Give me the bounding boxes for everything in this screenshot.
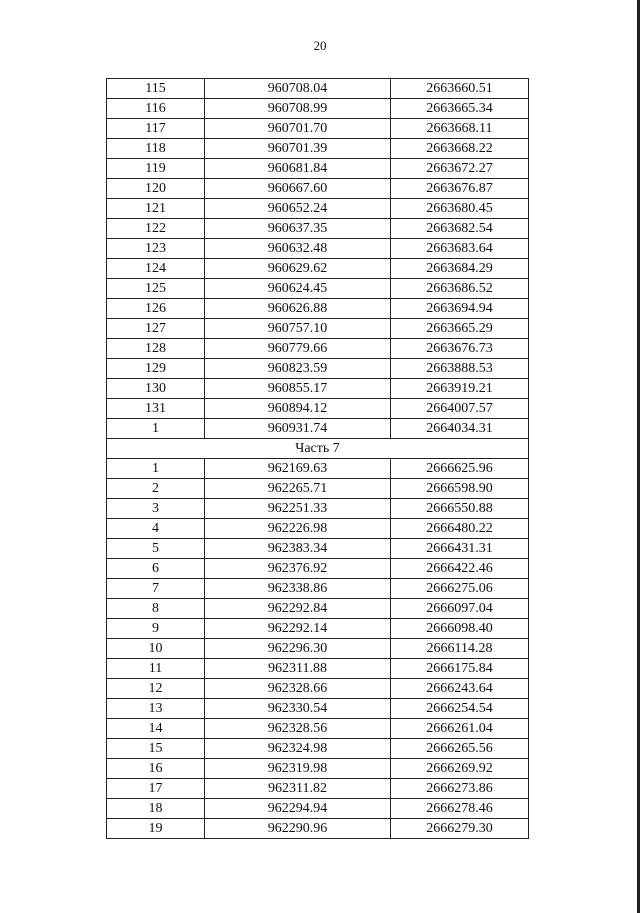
x-coordinate-cell: 960667.60 <box>205 179 391 199</box>
page-number: 20 <box>313 38 327 53</box>
point-number-cell: 116 <box>107 99 205 119</box>
x-coordinate-cell: 962328.66 <box>205 679 391 699</box>
coordinates-table-body-part-b <box>107 459 529 839</box>
x-coordinate-cell: 960681.84 <box>205 159 391 179</box>
x-coordinate-cell: 962251.33 <box>205 499 391 519</box>
point-number-cell: 124 <box>107 259 205 279</box>
y-coordinate-cell: 2666278.46 <box>391 799 529 819</box>
table-row <box>107 419 529 439</box>
point-number-cell: 8 <box>107 599 205 619</box>
x-coordinate-cell: 962330.54 <box>205 699 391 719</box>
x-coordinate-cell: 960855.17 <box>205 379 391 399</box>
point-number-cell: 1 <box>107 419 205 439</box>
point-number-cell: 15 <box>107 739 205 759</box>
y-coordinate-cell: 2666480.22 <box>391 519 529 539</box>
point-number-cell: 14 <box>107 719 205 739</box>
table-row <box>107 639 529 659</box>
x-coordinate-cell: 960629.62 <box>205 259 391 279</box>
x-coordinate-cell: 960624.45 <box>205 279 391 299</box>
x-coordinate-cell: 962383.34 <box>205 539 391 559</box>
table-row <box>107 679 529 699</box>
table-row <box>107 519 529 539</box>
y-coordinate-cell: 2663668.11 <box>391 119 529 139</box>
table-row <box>107 799 529 819</box>
y-coordinate-cell: 2666269.92 <box>391 759 529 779</box>
point-number-cell: 125 <box>107 279 205 299</box>
point-number-cell: 11 <box>107 659 205 679</box>
table-row <box>107 619 529 639</box>
table-row <box>107 119 529 139</box>
point-number-cell: 119 <box>107 159 205 179</box>
table-row <box>107 379 529 399</box>
y-coordinate-cell: 2666175.84 <box>391 659 529 679</box>
x-coordinate-cell: 960757.10 <box>205 319 391 339</box>
x-coordinate-cell: 962311.82 <box>205 779 391 799</box>
y-coordinate-cell: 2663888.53 <box>391 359 529 379</box>
point-number-cell: 117 <box>107 119 205 139</box>
table-row <box>107 299 529 319</box>
table-row <box>107 359 529 379</box>
point-number-cell: 121 <box>107 199 205 219</box>
x-coordinate-cell: 962294.94 <box>205 799 391 819</box>
table-row <box>107 199 529 219</box>
x-coordinate-cell: 960652.24 <box>205 199 391 219</box>
x-coordinate-cell: 960931.74 <box>205 419 391 439</box>
x-coordinate-cell: 960708.99 <box>205 99 391 119</box>
x-coordinate-cell: 960632.48 <box>205 239 391 259</box>
point-number-cell: 4 <box>107 519 205 539</box>
section-title: Часть 7 <box>107 439 529 459</box>
y-coordinate-cell: 2663684.29 <box>391 259 529 279</box>
table-row <box>107 339 529 359</box>
point-number-cell: 12 <box>107 679 205 699</box>
table-row <box>107 539 529 559</box>
x-coordinate-cell: 960626.88 <box>205 299 391 319</box>
y-coordinate-cell: 2666261.04 <box>391 719 529 739</box>
y-coordinate-cell: 2663665.29 <box>391 319 529 339</box>
table-row <box>107 179 529 199</box>
table-row <box>107 459 529 479</box>
table-row <box>107 219 529 239</box>
y-coordinate-cell: 2666275.06 <box>391 579 529 599</box>
x-coordinate-cell: 962338.86 <box>205 579 391 599</box>
x-coordinate-cell: 960708.04 <box>205 79 391 99</box>
coordinates-table <box>106 78 529 839</box>
y-coordinate-cell: 2666243.64 <box>391 679 529 699</box>
x-coordinate-cell: 962296.30 <box>205 639 391 659</box>
x-coordinate-cell: 962292.14 <box>205 619 391 639</box>
y-coordinate-cell: 2663919.21 <box>391 379 529 399</box>
y-coordinate-cell: 2664007.57 <box>391 399 529 419</box>
table-row <box>107 659 529 679</box>
table-row <box>107 319 529 339</box>
y-coordinate-cell: 2666279.30 <box>391 819 529 839</box>
table-row <box>107 779 529 799</box>
table-row <box>107 159 529 179</box>
point-number-cell: 6 <box>107 559 205 579</box>
point-number-cell: 123 <box>107 239 205 259</box>
x-coordinate-cell: 960823.59 <box>205 359 391 379</box>
x-coordinate-cell: 962290.96 <box>205 819 391 839</box>
point-number-cell: 9 <box>107 619 205 639</box>
section-header-group <box>107 439 529 459</box>
point-number-cell: 118 <box>107 139 205 159</box>
table-row <box>107 739 529 759</box>
point-number-cell: 7 <box>107 579 205 599</box>
y-coordinate-cell: 2666273.86 <box>391 779 529 799</box>
point-number-cell: 5 <box>107 539 205 559</box>
x-coordinate-cell: 962376.92 <box>205 559 391 579</box>
point-number-cell: 128 <box>107 339 205 359</box>
table-row <box>107 699 529 719</box>
table-row <box>107 599 529 619</box>
table-row <box>107 499 529 519</box>
y-coordinate-cell: 2664034.31 <box>391 419 529 439</box>
table-row <box>107 79 529 99</box>
point-number-cell: 131 <box>107 399 205 419</box>
y-coordinate-cell: 2663686.52 <box>391 279 529 299</box>
point-number-cell: 17 <box>107 779 205 799</box>
table-row <box>107 759 529 779</box>
point-number-cell: 18 <box>107 799 205 819</box>
coordinates-table-body-part-a <box>107 79 529 439</box>
x-coordinate-cell: 960779.66 <box>205 339 391 359</box>
point-number-cell: 19 <box>107 819 205 839</box>
y-coordinate-cell: 2663665.34 <box>391 99 529 119</box>
y-coordinate-cell: 2663672.27 <box>391 159 529 179</box>
table-row <box>107 819 529 839</box>
point-number-cell: 115 <box>107 79 205 99</box>
y-coordinate-cell: 2663682.54 <box>391 219 529 239</box>
point-number-cell: 10 <box>107 639 205 659</box>
table-row <box>107 259 529 279</box>
point-number-cell: 3 <box>107 499 205 519</box>
point-number-cell: 130 <box>107 379 205 399</box>
x-coordinate-cell: 960701.39 <box>205 139 391 159</box>
table-row <box>107 239 529 259</box>
table-row <box>107 399 529 419</box>
point-number-cell: 1 <box>107 459 205 479</box>
table-row <box>107 99 529 119</box>
y-coordinate-cell: 2666114.28 <box>391 639 529 659</box>
y-coordinate-cell: 2666598.90 <box>391 479 529 499</box>
point-number-cell: 126 <box>107 299 205 319</box>
x-coordinate-cell: 962169.63 <box>205 459 391 479</box>
table-row <box>107 139 529 159</box>
table-row <box>107 559 529 579</box>
x-coordinate-cell: 960894.12 <box>205 399 391 419</box>
point-number-cell: 129 <box>107 359 205 379</box>
point-number-cell: 16 <box>107 759 205 779</box>
section-header-row <box>107 439 529 459</box>
y-coordinate-cell: 2663683.64 <box>391 239 529 259</box>
x-coordinate-cell: 962226.98 <box>205 519 391 539</box>
table-row <box>107 279 529 299</box>
x-coordinate-cell: 962324.98 <box>205 739 391 759</box>
y-coordinate-cell: 2663680.45 <box>391 199 529 219</box>
y-coordinate-cell: 2666097.04 <box>391 599 529 619</box>
y-coordinate-cell: 2666625.96 <box>391 459 529 479</box>
x-coordinate-cell: 960637.35 <box>205 219 391 239</box>
x-coordinate-cell: 962265.71 <box>205 479 391 499</box>
table-row <box>107 719 529 739</box>
y-coordinate-cell: 2663660.51 <box>391 79 529 99</box>
x-coordinate-cell: 960701.70 <box>205 119 391 139</box>
x-coordinate-cell: 962328.56 <box>205 719 391 739</box>
y-coordinate-cell: 2663668.22 <box>391 139 529 159</box>
point-number-cell: 127 <box>107 319 205 339</box>
y-coordinate-cell: 2666265.56 <box>391 739 529 759</box>
x-coordinate-cell: 962292.84 <box>205 599 391 619</box>
x-coordinate-cell: 962319.98 <box>205 759 391 779</box>
y-coordinate-cell: 2663676.87 <box>391 179 529 199</box>
y-coordinate-cell: 2663676.73 <box>391 339 529 359</box>
y-coordinate-cell: 2666254.54 <box>391 699 529 719</box>
table-row <box>107 579 529 599</box>
y-coordinate-cell: 2663694.94 <box>391 299 529 319</box>
point-number-cell: 120 <box>107 179 205 199</box>
point-number-cell: 122 <box>107 219 205 239</box>
y-coordinate-cell: 2666431.31 <box>391 539 529 559</box>
table-row <box>107 479 529 499</box>
x-coordinate-cell: 962311.88 <box>205 659 391 679</box>
y-coordinate-cell: 2666422.46 <box>391 559 529 579</box>
point-number-cell: 13 <box>107 699 205 719</box>
point-number-cell: 2 <box>107 479 205 499</box>
y-coordinate-cell: 2666098.40 <box>391 619 529 639</box>
y-coordinate-cell: 2666550.88 <box>391 499 529 519</box>
